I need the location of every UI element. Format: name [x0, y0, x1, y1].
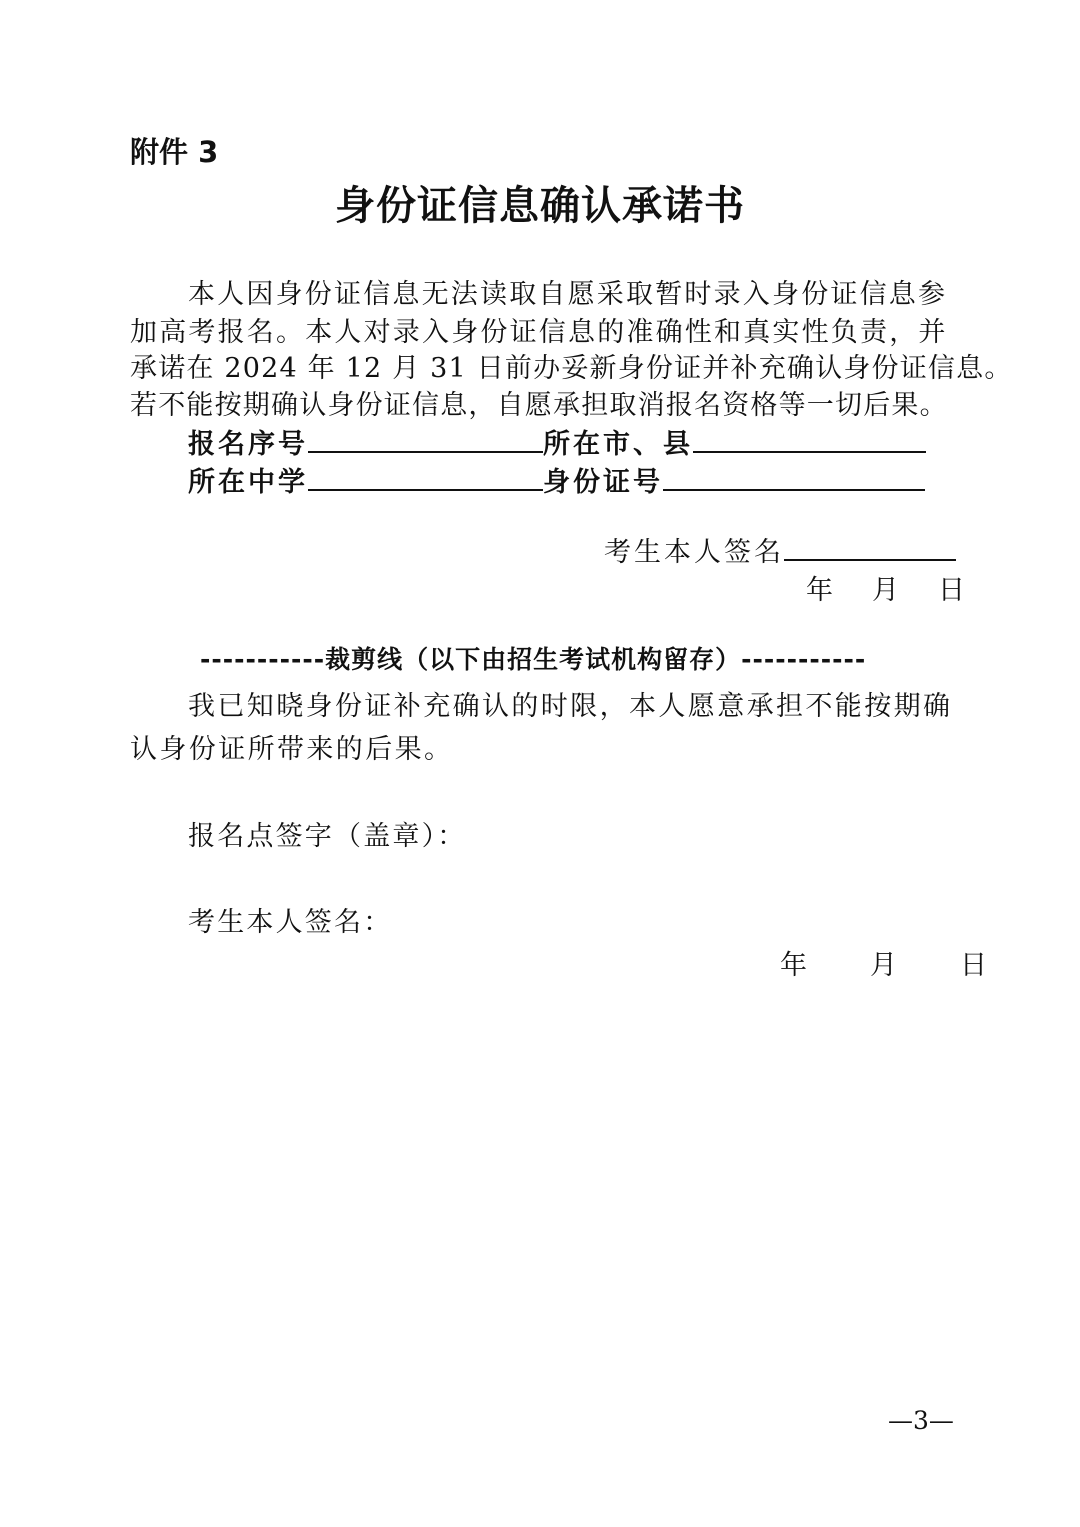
receipt-date-line: 年 月 日: [780, 950, 990, 981]
registration-number-label: 报名序号: [188, 429, 308, 460]
attachment-label: 附件 3: [130, 135, 219, 169]
site-signature-label: 报名点签字（盖章）：: [188, 821, 467, 852]
pledge-line-3: 承诺在 2024 年 12 月 31 日前办妥新身份证并补充确认身份证信息。: [130, 353, 1013, 384]
candidate-signature-row: [604, 530, 956, 569]
candidate-signature-blank[interactable]: [784, 531, 956, 561]
registration-number-row: [188, 422, 926, 461]
pledge-line-2: 加高考报名。本人对录入身份证信息的准确性和真实性负责，并: [130, 317, 948, 348]
city-county-blank[interactable]: [693, 423, 926, 453]
date-line: 年 月 日: [806, 575, 971, 606]
id-number-label: 身份证号: [543, 467, 663, 498]
document-title: 身份证信息确认承诺书: [335, 183, 745, 229]
cut-line: -----------裁剪线（以下由招生考试机构留存）-----------: [200, 645, 867, 674]
city-county-label: 所在市、县: [543, 429, 693, 460]
pledge-line-4: 若不能按期确认身份证信息，自愿承担取消报名资格等一切后果。: [130, 390, 948, 421]
page-number: —3—: [888, 1406, 954, 1435]
receipt-candidate-signature-label: 考生本人签名：: [188, 907, 393, 938]
receipt-line-1: 我已知晓身份证补充确认的时限，本人愿意承担不能按期确: [188, 691, 953, 722]
id-number-blank[interactable]: [663, 461, 925, 491]
pledge-line-1: 本人因身份证信息无法读取自愿采取暂时录入身份证信息参: [188, 279, 948, 310]
registration-number-blank[interactable]: [308, 423, 543, 453]
high-school-label: 所在中学: [188, 467, 308, 498]
candidate-signature-label: 考生本人签名: [604, 537, 784, 568]
receipt-line-2: 认身份证所带来的后果。: [130, 734, 454, 765]
high-school-blank[interactable]: [308, 461, 543, 491]
high-school-row: [188, 460, 925, 499]
